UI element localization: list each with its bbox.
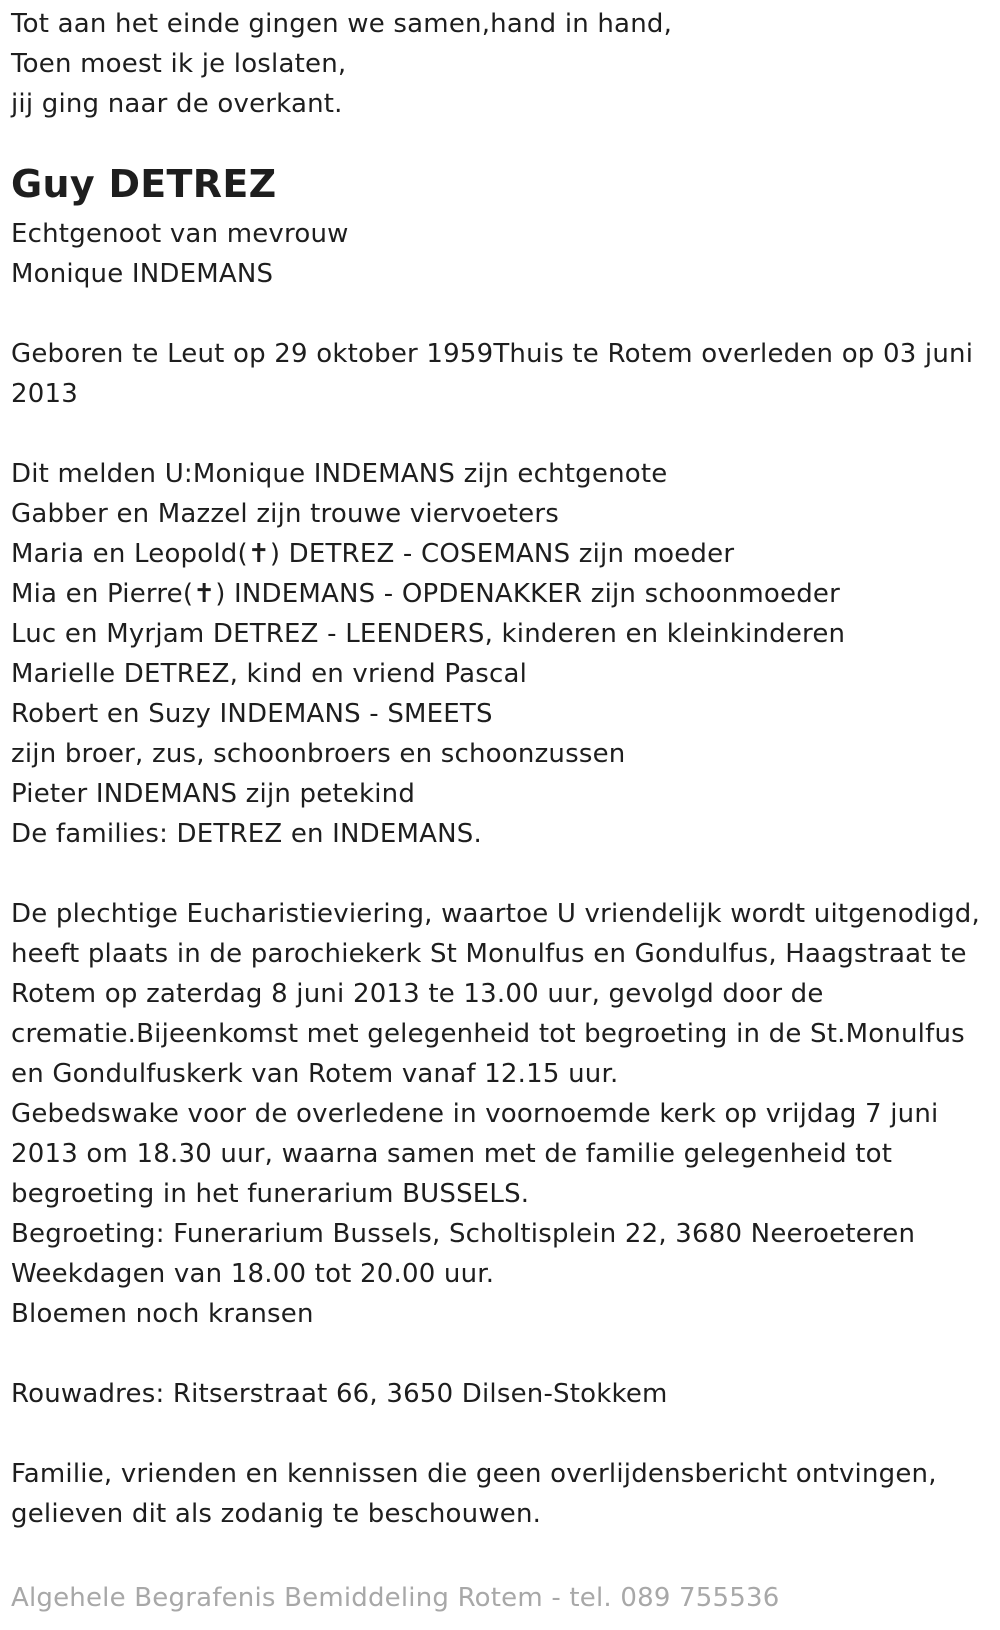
announcer-line: Pieter INDEMANS zijn petekind <box>11 779 416 809</box>
deceased-name: Guy DETREZ <box>11 162 277 206</box>
announcer-line: zijn broer, zus, schoonbroers en schoonzussen <box>11 739 626 769</box>
visitation-hours: Weekdagen van 18.00 tot 20.00 uur. <box>11 1259 495 1289</box>
announcer-line: Mia en Pierre(✝) INDEMANS - OPDENAKKER zijn schoonmoeder <box>11 579 841 609</box>
notice-text: Familie, vrienden en kennissen die geen overlijdensbericht ontvingen, gelieven dit als zodanig te beschouwen. <box>11 1459 937 1529</box>
mourning-address: Rouwadres: Ritserstraat 66, 3650 Dilsen-Stokkem <box>11 1379 668 1409</box>
poem-line: jij ging naar de overkant. <box>11 89 343 119</box>
spouse-line: Echtgenoot van mevrouw <box>11 219 349 249</box>
spouse-name: Monique INDEMANS <box>11 259 274 289</box>
poem-line: Toen moest ik je loslaten, <box>11 49 347 79</box>
announcer-line: Robert en Suzy INDEMANS - SMEETS <box>11 699 493 729</box>
flowers-note: Bloemen noch kransen <box>11 1299 314 1329</box>
funeral-service: De plechtige Eucharistieviering, waartoe U vriendelijk wordt uitgenodigd, heeft plaats in de parochiekerk St Monulfus en Gondulfus, Haagstraat te Rotem op zaterdag 8 juni 2013 te 13.00 uur, gevolgd door de crematie.Bijeenkomst met gelegenheid tot begroeting in de St.Monulfus en Gondulfuskerk van Rotem vanaf 12.15 uur. <box>11 899 980 1089</box>
obituary-notice <box>11 4 991 1534</box>
funeral-home-footer: Algehele Begrafenis Bemiddeling Rotem - tel. 089 755536 <box>11 1583 780 1613</box>
prayer-wake: Gebedswake voor de overledene in voornoemde kerk op vrijdag 7 juni 2013 om 18.30 uur, waarna samen met de familie gelegenheid tot begroeting in het funerarium BUSSELS. <box>11 1099 939 1209</box>
announcer-line: Luc en Myrjam DETREZ - LEENDERS, kinderen en kleinkinderen <box>11 619 846 649</box>
announcer-line: Maria en Leopold(✝) DETREZ - COSEMANS zijn moeder <box>11 539 735 569</box>
birth-death-dates: Geboren te Leut op 29 oktober 1959Thuis te Rotem overleden op 03 juni 2013 <box>11 339 974 409</box>
announcer-line: Dit melden U:Monique INDEMANS zijn echtgenote <box>11 459 668 489</box>
poem <box>11 4 991 124</box>
visitation-location: Begroeting: Funerarium Bussels, Scholtisplein 22, 3680 Neeroeteren <box>11 1219 916 1249</box>
announcer-line: Marielle DETREZ, kind en vriend Pascal <box>11 659 527 689</box>
announcers-list <box>11 454 991 854</box>
announcer-line: De families: DETREZ en INDEMANS. <box>11 819 482 849</box>
poem-line: Tot aan het einde gingen we samen,hand in hand, <box>11 9 673 39</box>
announcer-line: Gabber en Mazzel zijn trouwe viervoeters <box>11 499 559 529</box>
ceremony-details <box>11 894 991 1334</box>
